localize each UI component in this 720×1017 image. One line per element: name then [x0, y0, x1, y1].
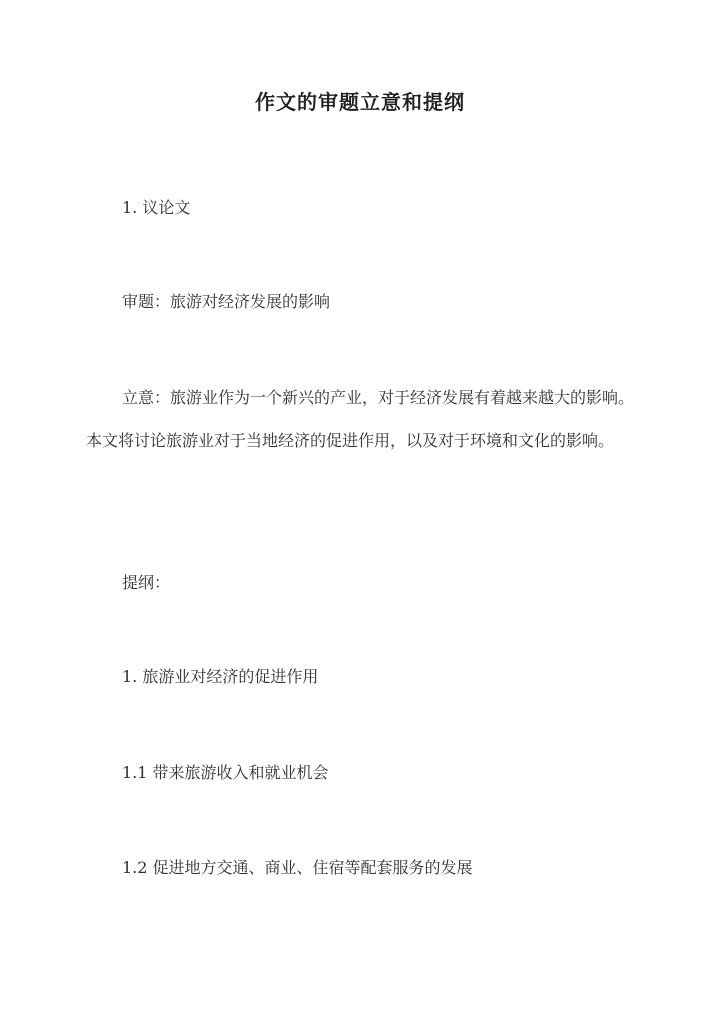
- outline-item-1-1: 1.1 带来旅游收入和就业机会: [122, 763, 329, 782]
- intent-paragraph: 立意：旅游业作为一个新兴的产业，对于经济发展有着越来越大的影响。本文将讨论旅游业对于当地经济的促进作用，以及对于环境和文化的影响。: [86, 388, 635, 450]
- section-heading: 1. 议论文: [122, 198, 191, 217]
- document-title: 作文的审题立意和提纲: [255, 90, 465, 114]
- outline-label: 提纲：: [122, 573, 171, 592]
- outline-item-1: 1. 旅游业对经济的促进作用: [122, 667, 319, 686]
- outline-item-1-2: 1.2 促进地方交通、商业、住宿等配套服务的发展: [122, 858, 473, 877]
- topic-line: 审题：旅游对经济发展的影响: [122, 292, 331, 311]
